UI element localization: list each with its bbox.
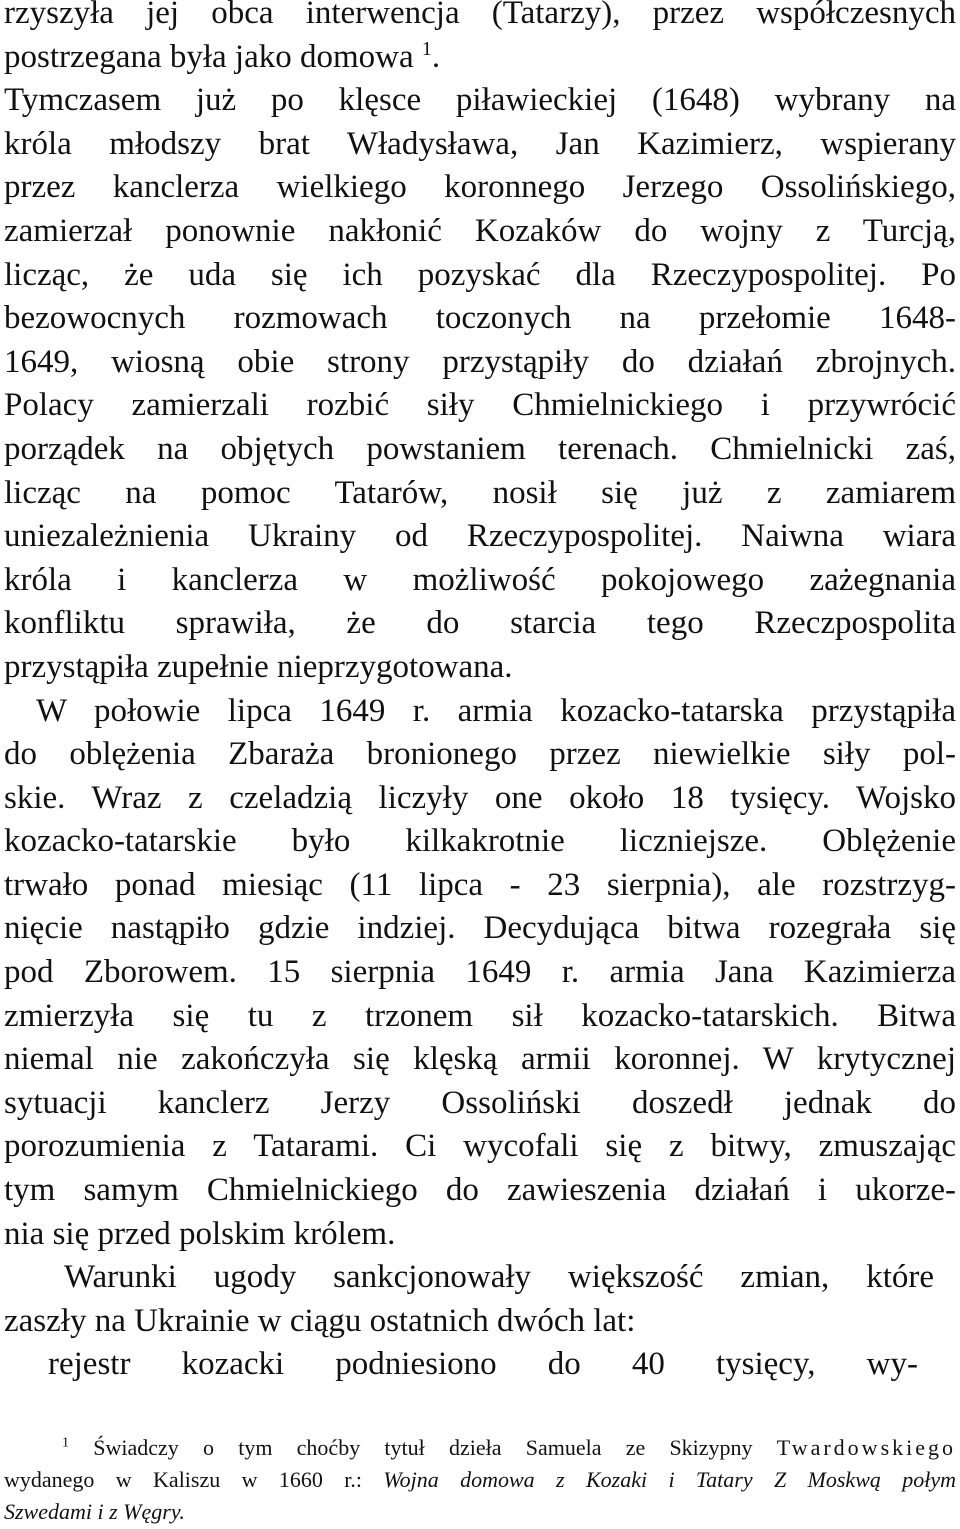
footnote-text: Świadczy o tym choćby tytuł dzieła Samuela ze Skizypny [93,1435,753,1460]
text-line: przez kanclerza wielkiego koronnego Jerzego Ossolińskiego, [4,169,956,206]
footnote-title-italic: Wojna domowa z Kozaki i Tatary Z Moskwą połym [383,1467,957,1492]
text-line: króla młodszy brat Władysława, Jan Kazimierz, wspierany [4,125,956,162]
text-line: skie. Wraz z czeladzią liczyły one około 18 tysięcy. Wojsko [4,779,956,816]
text-line-content: postrzegana była jako domowa [4,38,414,75]
text-line: Polacy zamierzali rozbić siły Chmielnickiego i przywrócić [4,387,956,424]
text-line: pod Zborowem. 15 sierpnia 1649 r. armia Jana Kazimierza [4,954,956,991]
text-line: niemal nie zakończyła się klęską armii koronnej. W krytycznej [4,1041,956,1078]
paragraph-first-line: W połowie lipca 1649 r. armia kozacko-tatarska przystąpiła [36,692,956,729]
text-line: porozumienia z Tatarami. Ci wycofali się z bitwy, zmuszając [4,1128,956,1165]
paragraph-first-line: Warunki ugody sankcjonowały większość zmian, które [64,1259,934,1296]
text-line: tym samym Chmielnickiego do zawieszenia działań i ukorze- [4,1172,956,1209]
footnote-author-spaced: Twardowskiego [776,1435,957,1460]
footnote-reference[interactable]: 1 [421,37,432,60]
list-item-line: rejestr kozacki podniesiono do 40 tysięcy, wy- [48,1346,918,1383]
text-line: rzyszyła jej obca interwencja (Tatarzy), przez współczesnych [4,0,956,31]
text-line: uniezależnienia Ukrainy od Rzeczypospolitej. Naiwna wiara [4,518,956,555]
footnote-reference-suffix: . [431,38,441,75]
text-line: króla i kanclerza w możliwość pokojowego zażegnania [4,561,956,598]
text-line: nia się przed polskim królem. [4,1215,396,1252]
footnote-line [4,1432,956,1464]
text-line: konfliktu sprawiła, że do starcia tego Rzeczpospolita [4,605,956,642]
text-line: bezowocnych rozmowach toczonych na przełomie 1648- [4,300,956,337]
footnote-title-italic: Szwedami i z Węgry. [4,1499,185,1524]
footnote-number: 1 [62,1435,69,1451]
text-line: porządek na objętych powstaniem terenach. Chmielnicki zaś, [4,430,956,467]
text-line: licząc, że uda się ich pozyskać dla Rzeczypospolitej. Po [4,256,956,293]
document-body [4,0,956,1387]
footnote [4,1432,956,1528]
text-line: licząc na pomoc Tatarów, nosił się już z zamiarem [4,474,956,511]
text-line: trwało ponad miesiąc (11 lipca - 23 sierpnia), ale rozstrzyg- [4,866,956,903]
text-line: nięcie nastąpiło gdzie indziej. Decydująca bitwa rozegrała się [4,910,956,947]
text-line: zmierzyła się tu z trzonem sił kozacko-tatarskich. Bitwa [4,997,956,1034]
footnote-line [4,1464,956,1496]
text-line: do oblężenia Zbaraża bronionego przez niewielkie siły pol- [4,736,956,773]
text-line: zamierzał ponownie nakłonić Kozaków do wojny z Turcją, [4,212,956,249]
footnote-text: wydanego w Kaliszu w 1660 r.: [4,1467,384,1492]
text-line: sytuacji kanclerz Jerzy Ossoliński doszedł jednak do [4,1084,956,1121]
text-line: 1649, wiosną obie strony przystąpiły do działań zbrojnych. [4,343,956,380]
text-line: Tymczasem już po klęsce piławieckiej (1648) wybrany na [4,82,956,119]
text-line: przystąpiła zupełnie nieprzygotowana. [4,648,513,685]
text-line [4,36,956,80]
text-line: zaszły na Ukrainie w ciągu ostatnich dwóch lat: [4,1302,636,1339]
text-line: kozacko-tatarskie było kilkakrotnie liczniejsze. Oblężenie [4,823,956,860]
